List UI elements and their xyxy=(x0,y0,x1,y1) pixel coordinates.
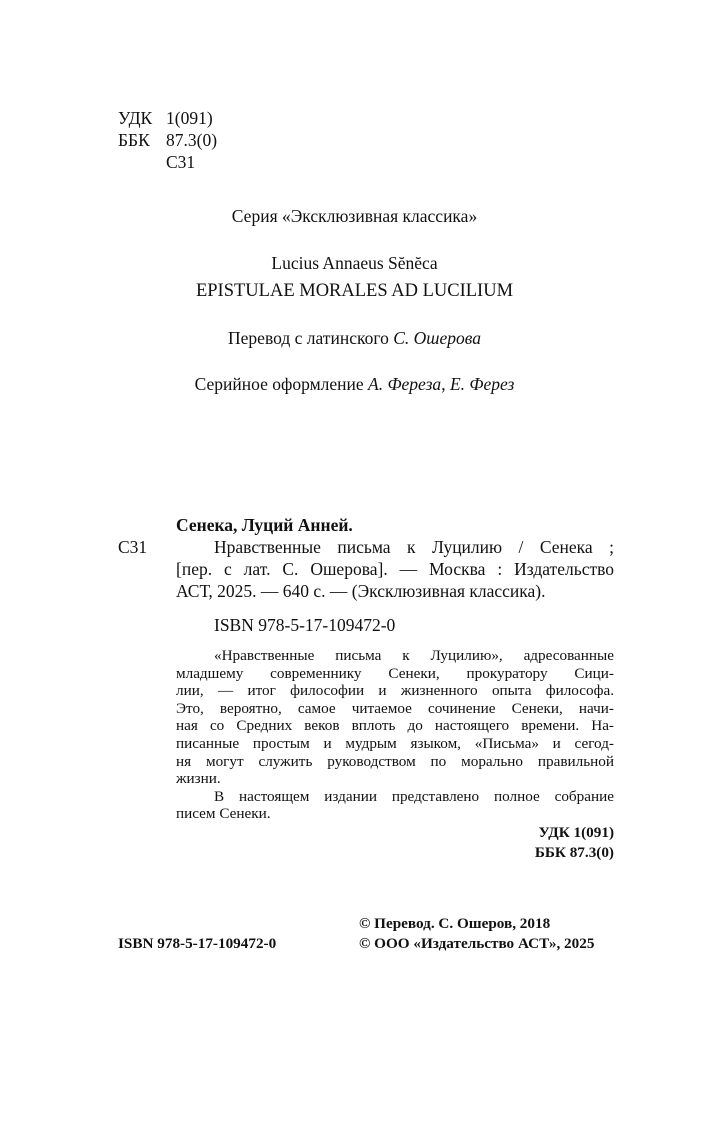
bbk-value: 87.3(0) xyxy=(166,130,218,150)
card-line: АСТ, 2025. — 640 с. — (Эксклюзивная классика). xyxy=(176,581,546,601)
udk-value: 1(091) xyxy=(166,108,213,128)
designer-1: А. Фереза xyxy=(368,374,442,394)
translation-prefix: Перевод с латинского xyxy=(228,328,389,348)
copyright-translation: © Перевод. С. Ошеров, 2018 xyxy=(359,915,551,932)
abstract-line: писем Сенеки. xyxy=(176,805,271,823)
abstract-line: ня могут служить руководством по морально правильной xyxy=(176,752,614,770)
card-line: Нравственные письма к Луцилию / Сенека ; xyxy=(214,537,614,557)
bbk-label: ББК xyxy=(118,130,150,150)
card-isbn: ISBN 978-5-17-109472-0 xyxy=(214,615,396,635)
original-author: Lucius Annaeus Sĕnĕca xyxy=(271,253,438,273)
translation-credit xyxy=(0,327,709,349)
abstract xyxy=(176,647,614,823)
copyright-publisher: © ООО «Издательство АСТ», 2025 xyxy=(359,935,595,952)
abstract-line: ная со Средних веков вплоть до настоящего времени. На- xyxy=(176,717,614,735)
series-title: Серия «Эксклюзивная классика» xyxy=(231,206,478,226)
abstract-line: Это, вероятно, самое читаемое сочинение Сенеки, начи- xyxy=(176,699,614,717)
abstract-line: жизни. xyxy=(176,770,221,788)
card-mark: С31 xyxy=(118,537,148,557)
author-mark: С31 xyxy=(166,152,196,172)
abstract-line: лии, — итог философии и жизненного опыта философа. xyxy=(176,682,614,700)
abstract-line: В настоящем издании представлено полное собрание xyxy=(214,787,614,805)
design-credit: Серийное оформление А. Фереза, Е. Ферез xyxy=(194,374,515,394)
card-author-heading: Сенека, Луций Анней. xyxy=(176,515,353,535)
udk-row xyxy=(118,107,217,129)
classification-codes xyxy=(118,107,217,173)
footer-bbk: ББК 87.3(0) xyxy=(534,844,614,861)
design-prefix: Серийное оформление xyxy=(194,374,364,394)
card-line: [пер. с лат. С. Ошерова]. — Москва : Издательство xyxy=(176,559,614,579)
udk-label: УДК xyxy=(118,108,153,128)
abstract-line: писанные простым и мудрым языком, «Письма» и сегод- xyxy=(176,734,614,752)
footer-udk: УДК 1(091) xyxy=(538,824,614,841)
bbk-row xyxy=(118,129,217,151)
author-mark-row xyxy=(118,151,217,173)
abstract-line: младшему современнику Сенеки, прокуратору Сици- xyxy=(176,664,614,682)
translator-name: С. Ошерова xyxy=(393,328,481,348)
imprint-isbn: ISBN 978-5-17-109472-0 xyxy=(118,935,277,952)
designer-2: Е. Ферез xyxy=(449,374,515,394)
abstract-line: «Нравственные письма к Луцилию», адресованные xyxy=(214,647,614,664)
card-description xyxy=(176,536,614,602)
original-title: EPISTULAE MORALES AD LUCILIUM xyxy=(195,281,514,301)
